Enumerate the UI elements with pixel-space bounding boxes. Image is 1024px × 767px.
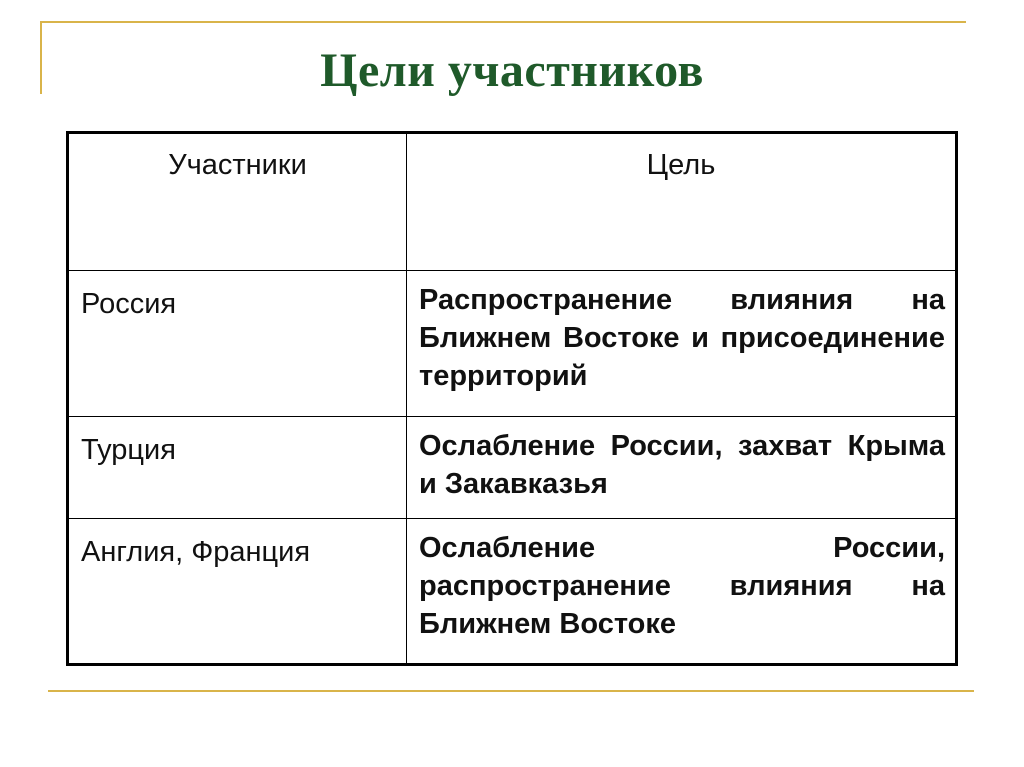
table-header-row (68, 133, 957, 271)
table-row (68, 519, 957, 665)
slide-title: Цели участников (320, 44, 704, 97)
goals-table (66, 131, 958, 666)
participant-cell: Россия (68, 271, 407, 417)
table-row (68, 271, 957, 417)
participant-cell: Турция (68, 417, 407, 519)
goal-cell: Ослабление России, захват Крыма и Закавказья (407, 417, 957, 519)
decor-bottom-line (48, 690, 974, 692)
goal-cell: Ослабление России, распространение влияния на Ближнем Востоке (407, 519, 957, 665)
participant-cell: Англия, Франция (68, 519, 407, 665)
decor-top-line (40, 21, 966, 23)
goal-cell: Распространение влияния на Ближнем Востоке и присоединение территорий (407, 271, 957, 417)
header-participants: Участники (68, 133, 407, 271)
table-row (68, 417, 957, 519)
header-goal: Цель (407, 133, 957, 271)
